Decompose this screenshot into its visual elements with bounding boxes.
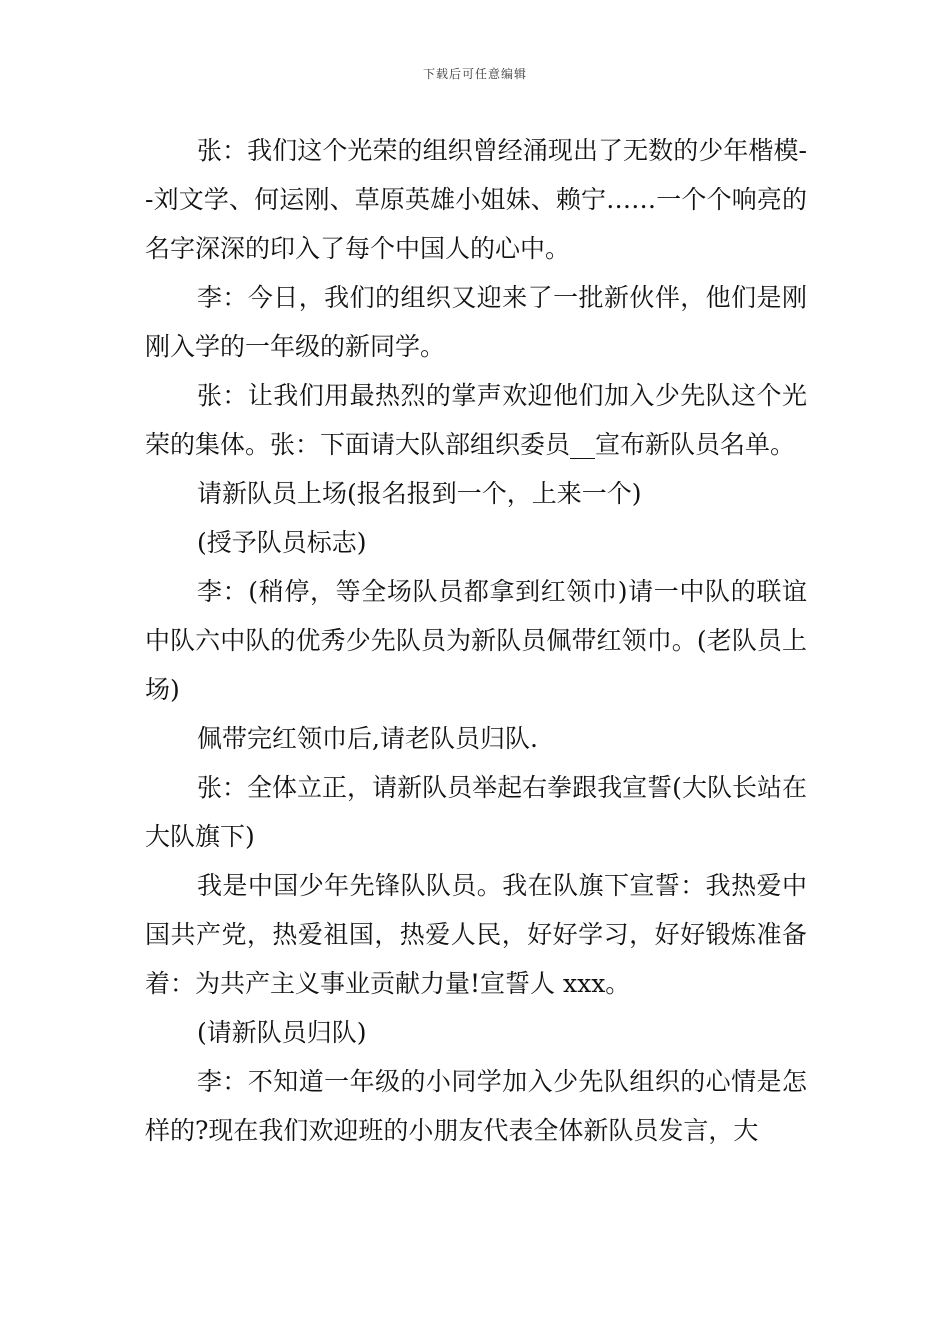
- paragraph-3: 张：让我们用最热烈的掌声欢迎他们加入少先队这个光荣的集体。张：下面请大队部组织委员__宣布新队员名单。: [145, 381, 807, 459]
- paragraph-6: 李：(稍停，等全场队员都拿到红领巾)请一中队的联谊中队六中队的优秀少先队员为新队员佩带红领巾。(老队员上场): [145, 577, 807, 704]
- paragraph-7: 佩带完红领巾后,请老队员归队.: [197, 724, 538, 753]
- paragraph-11: 李：不知道一年级的小同学加入少先队组织的心情是怎样的?现在我们欢迎班的小朋友代表全体新队员发言，大: [145, 1067, 807, 1145]
- paragraph-5: (授予队员标志): [197, 528, 367, 557]
- paragraph-8: 张：全体立正，请新队员举起右拳跟我宣誓(大队长站在大队旗下): [145, 773, 807, 851]
- paragraph-9: 我是中国少年先锋队队员。我在队旗下宣誓：我热爱中国共产党，热爱祖国，热爱人民，好好学习，好好锻炼准备着：为共产主义事业贡献力量!宣誓人 xxx。: [145, 871, 807, 998]
- paragraph-2: 李：今日，我们的组织又迎来了一批新伙伴，他们是刚刚入学的一年级的新同学。: [145, 283, 807, 361]
- page-header: 下载后可任意编辑: [422, 67, 527, 81]
- document-body: [145, 126, 807, 1155]
- paragraph-1: 张：我们这个光荣的组织曾经涌现出了无数的少年楷模--刘文学、何运刚、草原英雄小姐妹、赖宁……一个个响亮的名字深深的印入了每个中国人的心中。: [145, 136, 807, 263]
- paragraph-10: (请新队员归队): [197, 1018, 367, 1047]
- paragraph-4: 请新队员上场(报名报到一个，上来一个): [197, 479, 642, 508]
